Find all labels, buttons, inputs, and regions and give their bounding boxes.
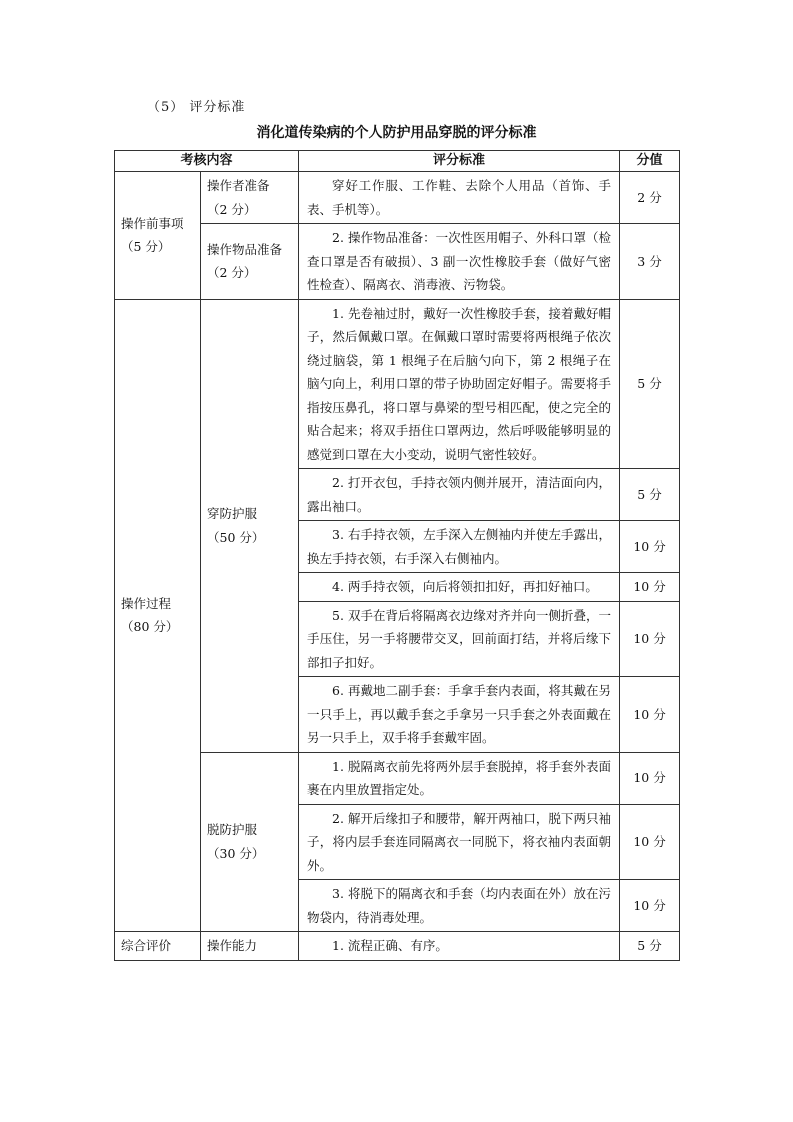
subgroup-cell-doff <box>201 752 299 932</box>
subgroup-name: 脱防护服 <box>207 822 258 838</box>
score-cell: 10 分 <box>620 573 680 602</box>
scoring-table <box>114 150 680 961</box>
subgroup-points: （30 分） <box>207 845 265 861</box>
subgroup-name: 操作者准备 <box>207 178 270 193</box>
subgroup-points: （2 分） <box>207 201 257 217</box>
score-cell: 10 分 <box>620 601 680 677</box>
standard-text: 3. 将脱下的隔离衣和手套（均内表面在外）放在污物袋内，待消毒处理。 <box>307 886 612 925</box>
standard-cell <box>299 299 620 469</box>
score-cell: 10 分 <box>620 677 680 753</box>
section-label: （5） 评分标准 <box>147 100 246 115</box>
standard-cell <box>299 469 620 521</box>
standard-cell <box>299 752 620 804</box>
header-standard: 评分标准 <box>299 151 620 172</box>
table-row <box>115 299 680 469</box>
table-title: 消化道传染病的个人防护用品穿脱的评分标准 <box>256 125 537 141</box>
standard-cell <box>299 601 620 677</box>
group-name: 操作前事项 <box>121 215 184 231</box>
standard-text: 3. 右手持衣领，左手深入左侧袖内并使左手露出，换左手持衣领，右手深入右侧袖内。 <box>307 527 612 566</box>
score-cell: 10 分 <box>620 521 680 573</box>
standard-cell <box>299 677 620 753</box>
score-cell: 5 分 <box>620 469 680 521</box>
standard-text: 2. 打开衣包，手持衣领内侧并展开，清洁面向内，露出袖口。 <box>307 475 612 514</box>
group-name: 操作过程 <box>121 595 172 611</box>
group-cell-process <box>115 299 201 932</box>
score-cell: 10 分 <box>620 752 680 804</box>
subgroup-cell-operator-prep <box>201 172 299 224</box>
group-points: （5 分） <box>121 239 171 255</box>
standard-text: 1. 先卷袖过肘，戴好一次性橡胶手套，接着戴好帽子，然后佩戴口罩。在佩戴口罩时需要将两根绳子依次绕过脑袋，第 1 根绳子在后脑勺向下，第 2 根绳子在脑勺向上，利用口罩的带子协助固定好帽子。需要将手指按压鼻孔，将口罩与鼻梁的型号相匹配，使之完全的贴合起来；将双手捂住口罩两边，然后呼吸能够明显的感觉到口罩在大小变动，说明气密性较好。 <box>307 305 612 462</box>
subgroup-points: （2 分） <box>207 265 257 281</box>
subgroup-points: （50 分） <box>207 529 265 545</box>
table-row <box>115 932 680 961</box>
score-cell: 10 分 <box>620 880 680 932</box>
standard-cell <box>299 172 620 224</box>
score-cell: 5 分 <box>620 932 680 961</box>
standard-text: 4. 两手持衣领，向后将领扣扣好，再扣好袖口。 <box>332 579 598 594</box>
standard-cell <box>299 224 620 300</box>
group-cell-pre <box>115 172 201 300</box>
score-cell: 2 分 <box>620 172 680 224</box>
table-row <box>115 172 680 224</box>
group-name: 综合评价 <box>121 938 172 953</box>
subgroup-cell-item-prep <box>201 224 299 300</box>
standard-text: 1. 脱隔离衣前先将两外层手套脱掉，将手套外表面裹在内里放置指定处。 <box>307 758 612 797</box>
standard-cell <box>299 804 620 880</box>
standard-cell <box>299 880 620 932</box>
subgroup-name: 操作能力 <box>207 938 258 953</box>
standard-text: 2. 操作物品准备：一次性医用帽子、外科口罩（检查口罩是否有破损）、3 副一次性橡胶手套（做好气密性检查）、隔离衣、消毒液、污物袋。 <box>307 230 612 292</box>
group-points: （80 分） <box>121 619 179 635</box>
score-cell: 3 分 <box>620 224 680 300</box>
standard-text: 6. 再戴地二副手套：手拿手套内表面，将其戴在另一只手上，再以戴手套之手拿另一只手套之外表面戴在另一只手上，双手将手套戴牢固。 <box>307 683 612 745</box>
standard-cell <box>299 932 620 961</box>
score-cell: 10 分 <box>620 804 680 880</box>
header-content: 考核内容 <box>115 151 299 172</box>
subgroup-cell-ability <box>201 932 299 961</box>
standard-text: 5. 双手在背后将隔离衣边缘对齐并向一侧折叠，一手压住，另一手将腰带交叉，回前面打结，并将后缘下部扣子扣好。 <box>307 607 612 670</box>
score-cell: 5 分 <box>620 299 680 469</box>
standard-cell <box>299 573 620 602</box>
header-score: 分值 <box>620 151 680 172</box>
standard-text: 穿好工作服、工作鞋、去除个人用品（首饰、手表、手机等）。 <box>307 178 612 217</box>
subgroup-name: 操作物品准备 <box>207 241 283 257</box>
standard-text: 2. 解开后缘扣子和腰带，解开两袖口，脱下两只袖子，将内层手套连同隔离衣一同脱下，将衣袖内表面朝外。 <box>307 810 612 873</box>
subgroup-name: 穿防护服 <box>207 506 258 521</box>
standard-text: 1. 流程正确、有序。 <box>332 938 448 953</box>
header-row <box>115 151 680 172</box>
group-cell-overall <box>115 932 201 961</box>
subgroup-cell-don <box>201 299 299 752</box>
standard-cell <box>299 521 620 573</box>
